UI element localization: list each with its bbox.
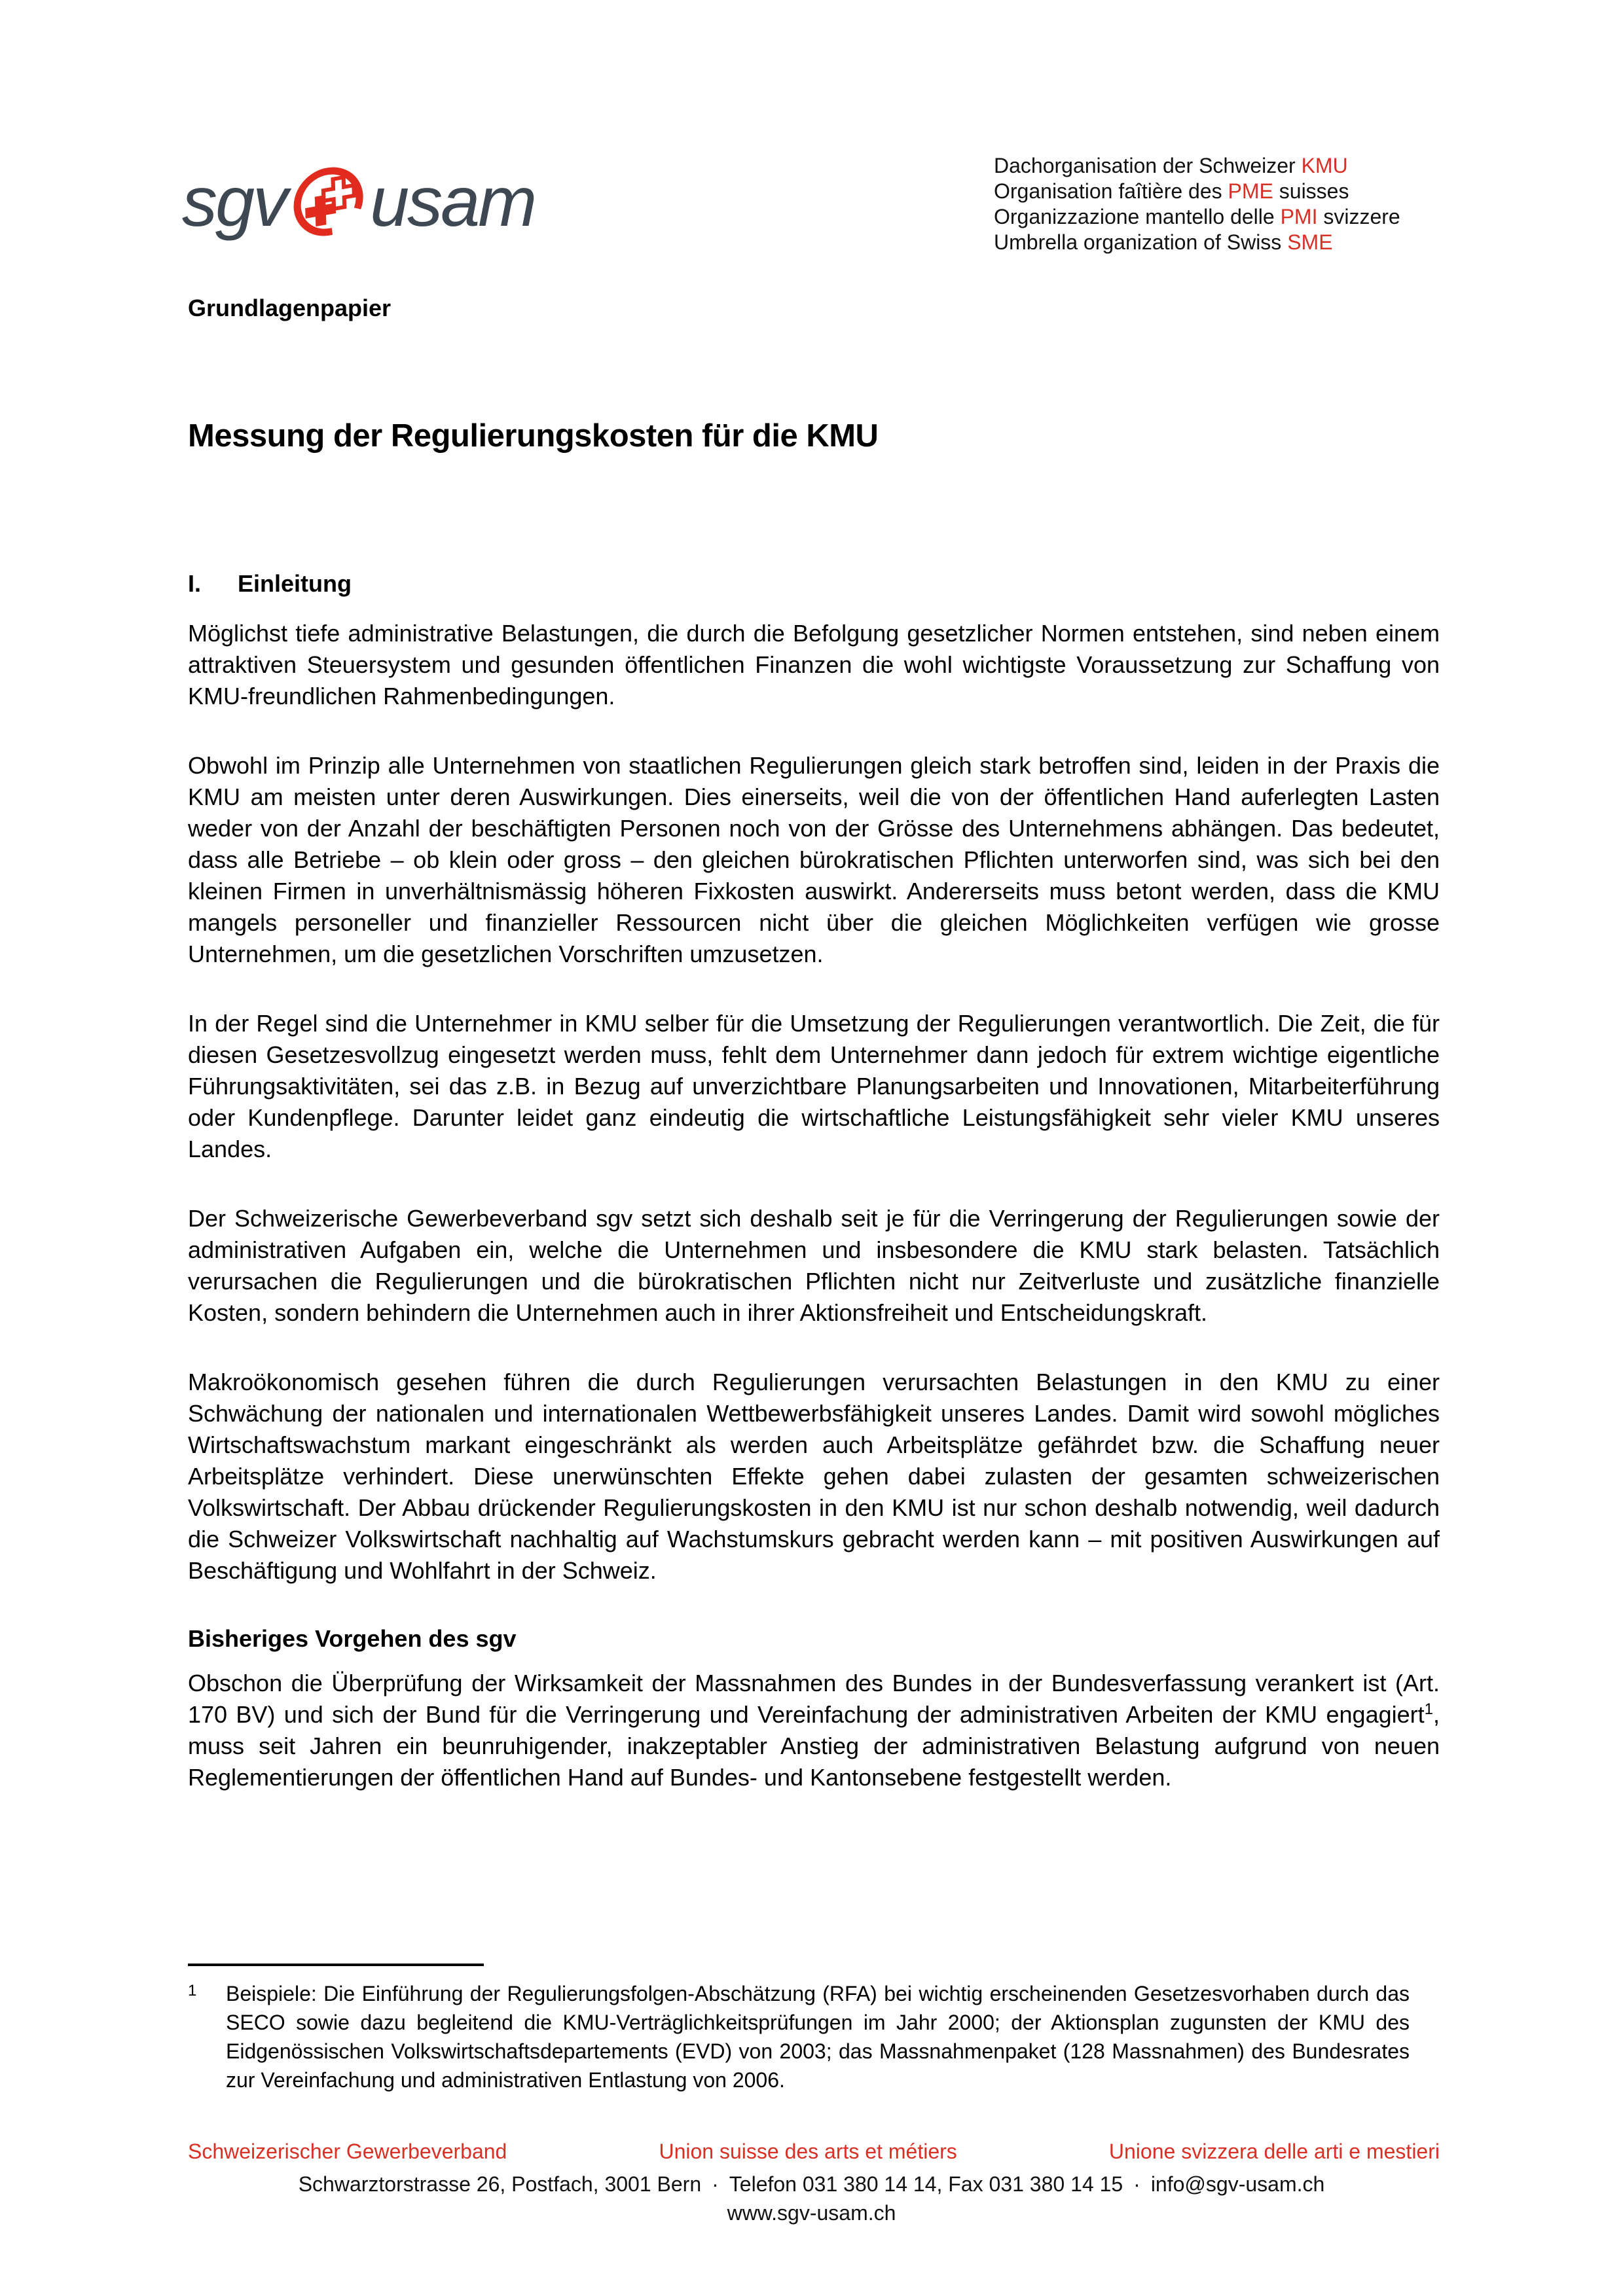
paragraph-text: , muss seit Jahren ein beunruhigender, inakzeptabler Anstieg der administrativen Belastung aufgrund von neuen Reglementierungen der öffentlichen Hand auf Bundes- und Kantonsebene festgestellt werden.: [188, 1701, 1440, 1791]
footer-organization-names: [188, 2139, 1440, 2164]
org-line-en: [994, 230, 1400, 255]
paragraph: In der Regel sind die Unternehmer in KMU selber für die Umsetzung der Regulierungen verantwortlich. Die Zeit, die für diesen Gesetzesvollzug eingesetzt werden muss, fehlt dem Unternehmer dann jedoch für extrem wichtige eigentliche Führungsaktivitäten, sei das z.B. in Bezug auf unverzichtbare Planungsarbeiten und Innovationen, Mitarbeiterführung oder Kundenpflege. Darunter leidet ganz eindeutig die wirtschaftliche Leistungsfähigkeit sehr vieler KMU unseres Landes.: [188, 1010, 1440, 1162]
paragraph-text: Obschon die Überprüfung der Wirksamkeit der Massnahmen des Bundes in der Bundesverfassung verankert ist (Art. 170 BV) und sich der Bund für die Verringerung und Vereinfachung der administrativen Arbeiten der KMU engagiert: [188, 1670, 1440, 1728]
sgv-usam-logo: [182, 162, 535, 241]
org-line-text: svizzere: [1317, 205, 1400, 228]
org-abbrev-sme: SME: [1287, 230, 1333, 254]
subsection-heading: Bisheriges Vorgehen des sgv: [188, 1625, 517, 1652]
org-abbrev-pmi: PMI: [1280, 205, 1318, 228]
org-line-fr: [994, 179, 1400, 204]
footnote-text: Beispiele: Die Einführung der Regulierungsfolgen-Abschätzung (RFA) bei wichtig erscheinenden Gesetzesvorhaben durch das SECO sowie dazu begleitend die KMU-Verträglichkeitsprüfungen im Jahr 2000; der Aktionsplan zugunsten der KMU des Eidgenössischen Volkswirtschaftsdepartements (EVD) von 2003; das Massnahmenpaket (128 Massnahmen) des Bundesrates zur Vereinfachung und administrativen Entlastung von 2006.: [226, 1982, 1410, 2092]
paragraph: [188, 1668, 1440, 1793]
paragraph: Der Schweizerische Gewerbeverband sgv setzt sich deshalb seit je für die Verringerung der Regulierungen sowie der administrativen Aufgaben ein, welche die Unternehmen und insbesondere die KMU stark belasten. Tatsächlich verursachen die Regulierungen und die bürokratischen Pflichten nicht nur Zeitverluste und zusätzliche finanzielle Kosten, sondern behindern die Unternehmen auch in ihrer Aktionsfreiheit und Entscheidungskraft.: [188, 1205, 1440, 1326]
logo-text-sgv: sgv: [182, 162, 287, 241]
separator-dot: ·: [1133, 2172, 1140, 2196]
separator-dot: ·: [712, 2172, 719, 2196]
footer-org-de: Schweizerischer Gewerbeverband: [188, 2140, 507, 2163]
footnote-separator: [188, 1964, 484, 1966]
footer-address: Schwarztorstrasse 26, Postfach, 3001 Bern: [298, 2172, 702, 2196]
footnote-number: 1: [188, 1982, 197, 2000]
footnote-reference: 1: [1424, 1700, 1433, 1718]
page-title: Messung der Regulierungskosten für die KMU: [188, 418, 879, 454]
logo-text-usam: usam: [370, 162, 536, 241]
organization-descriptions: [994, 153, 1400, 255]
document-body: [188, 569, 1440, 1831]
org-line-text: suisses: [1273, 179, 1349, 203]
paragraph: Obwohl im Prinzip alle Unternehmen von staatlichen Regulierungen gleich stark betroffen sind, leiden in der Praxis die KMU am meisten unter deren Auswirkungen. Dies einerseits, weil die von der öffentlichen Hand auferlegten Lasten weder von der Anzahl der beschäftigten Personen noch von der Grösse des Unternehmens abhängen. Das bedeutet, dass alle Betriebe – ob klein oder gross – den gleichen bürokratischen Pflichten unterworfen sind, was sich bei den kleinen Firmen in unverhältnismässig höheren Fixkosten auswirkt. Andererseits muss betont werden, dass die KMU mangels personeller und finanzieller Ressourcen nicht über die gleichen Möglichkeiten verfügen wie grosse Unternehmen, um die gesetzlichen Vorschriften umzusetzen.: [188, 752, 1440, 967]
section-heading: [188, 569, 1440, 598]
footer-org-fr: Union suisse des arts et métiers: [659, 2140, 957, 2163]
section-number: I.: [188, 570, 202, 597]
org-line-text: Umbrella organization of Swiss: [994, 230, 1288, 254]
org-abbrev-kmu: KMU: [1301, 154, 1348, 177]
org-line-text: Organisation faîtière des: [994, 179, 1228, 203]
footnote: [188, 1979, 1410, 2094]
footnote-area: [188, 1964, 1410, 2094]
footer-website: www.sgv-usam.ch: [727, 2201, 896, 2225]
document-kind-label: Grundlagenpapier: [188, 295, 392, 321]
section-title: Einleitung: [238, 570, 352, 597]
org-line-it: [994, 204, 1400, 230]
paragraph: Möglichst tiefe administrative Belastungen, die durch die Befolgung gesetzlicher Normen entstehen, sind neben einem attraktiven Steuersystem und gesunden öffentlichen Finanzen die wohl wichtigste Voraussetzung zur Schaffung von KMU-freundlichen Rahmenbedingungen.: [188, 620, 1440, 709]
footer-phone: Telefon 031 380 14 14, Fax 031 380 14 15: [729, 2172, 1123, 2196]
footer-contact-line: [0, 2172, 1623, 2197]
swiss-cross-ring-icon: [289, 162, 367, 241]
footer-email: info@sgv-usam.ch: [1150, 2172, 1325, 2196]
org-line-text: Organizzazione mantello delle: [994, 205, 1281, 228]
paragraph: Makroökonomisch gesehen führen die durch Regulierungen verursachten Belastungen in den KMU zu einer Schwächung der nationalen und internationalen Wettbewerbsfähigkeit unseres Landes. Damit wird sowohl mögliches Wirtschaftswachstum markant eingeschränkt als werden auch Arbeitsplätze gefährdet bzw. die Schaffung neuer Arbeitsplätze verhindert. Diese unerwünschten Effekte gehen dabei zulasten der gesamten schweizerischen Volkswirtschaft. Der Abbau drückender Regulierungskosten in den KMU ist nur schon deshalb notwendig, weil dadurch die Schweizer Volkswirtschaft nachhaltig auf Wachstumskurs gebracht werden kann – mit positiven Auswirkungen auf Beschäftigung und Wohlfahrt in der Schweiz.: [188, 1369, 1440, 1584]
org-line-text: Dachorganisation der Schweizer: [994, 154, 1302, 177]
org-abbrev-pme: PME: [1228, 179, 1273, 203]
org-line-de: [994, 153, 1400, 179]
footer-org-it: Unione svizzera delle arti e mestieri: [1108, 2140, 1440, 2163]
